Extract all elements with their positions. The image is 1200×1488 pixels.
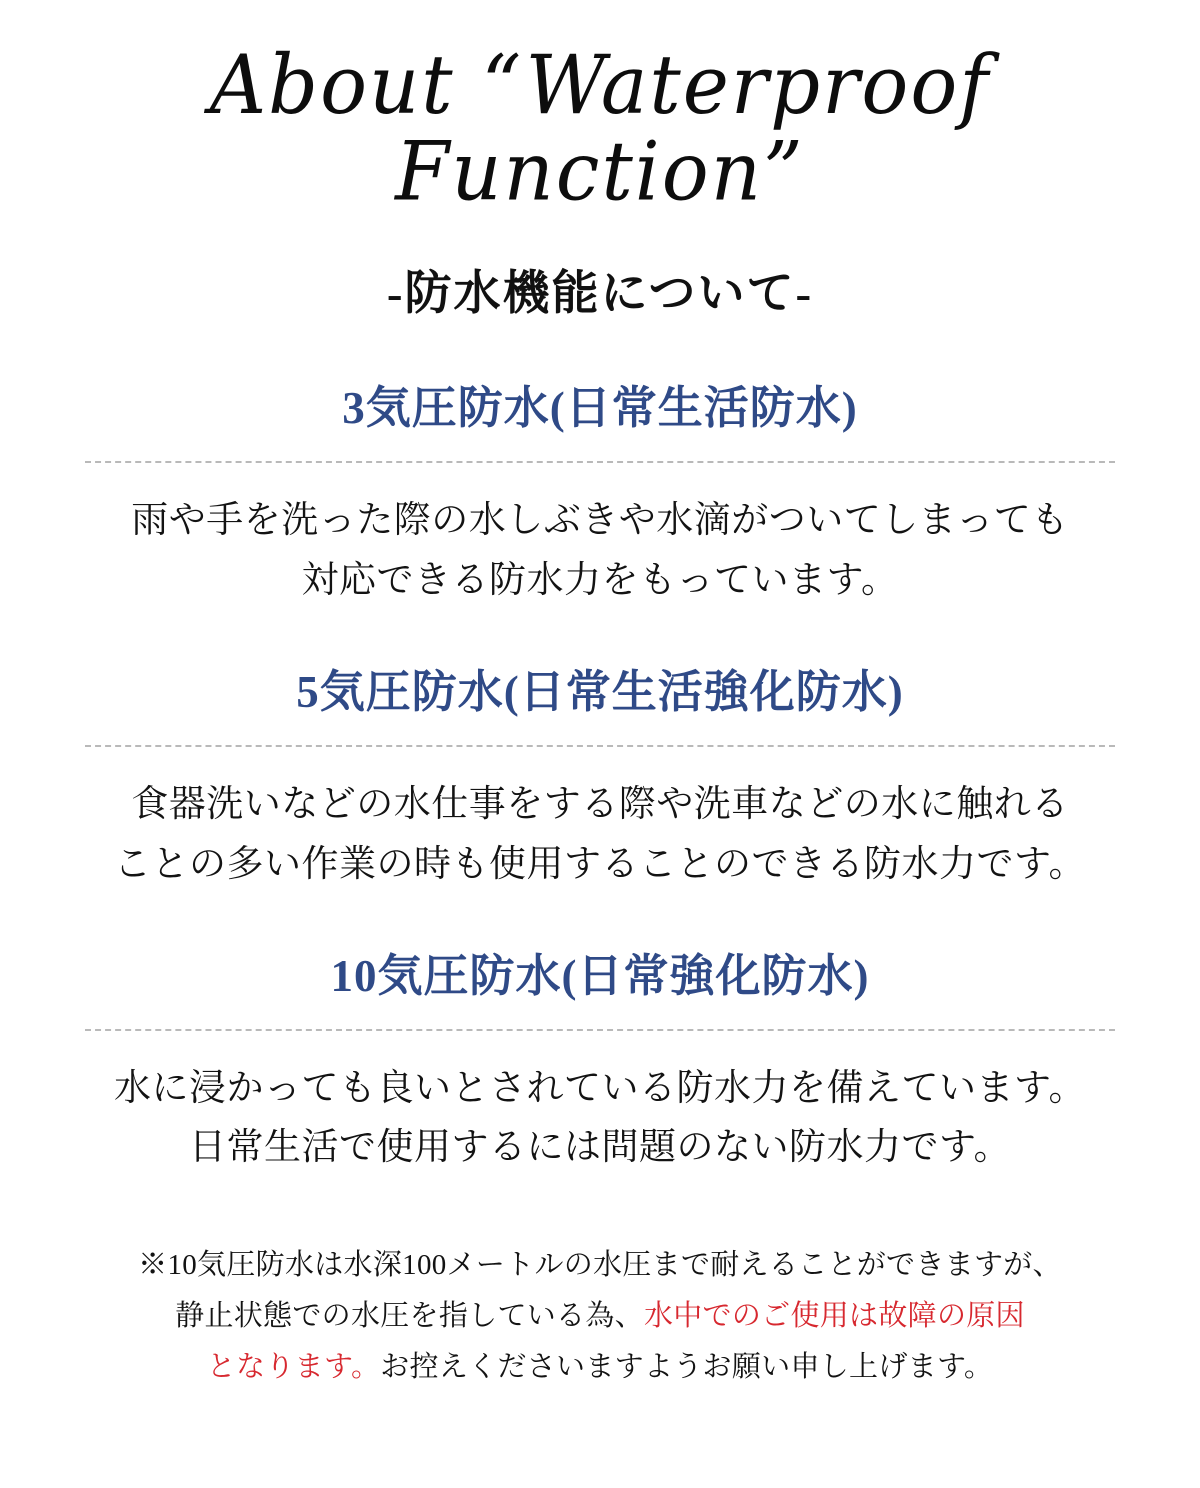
section-body (0, 775, 1200, 895)
footnote (0, 1240, 1200, 1392)
section-body-line: 雨や手を洗った際の水しぶきや水滴がついてしまっても (131, 499, 1069, 541)
section-divider (85, 745, 1115, 747)
section-heading: 3気圧防水(日常生活防水) (342, 382, 858, 433)
footnote-line-3-plain: お控えくださいますようお願い申し上げます。 (380, 1350, 994, 1383)
section-body-line: 日常生活で使用するには問題のない防水力です。 (188, 1127, 1012, 1169)
section-body-line: 水に浸かっても良いとされている防水力を備えています。 (113, 1067, 1087, 1109)
page-title-script: About “Waterproof Function” (209, 38, 991, 220)
section-body-line: 対応できる防水力をもっています。 (301, 559, 899, 601)
page-title-japanese: -防水機能について- (386, 267, 814, 320)
footnote-line-3-alert: となります。 (206, 1350, 381, 1383)
section-3atm (0, 381, 1200, 611)
waterproof-info-page (0, 38, 1200, 1488)
footnote-line-2-alert: 水中でのご使用は故障の原因 (643, 1300, 1025, 1333)
footnote-line-2-plain: 静止状態での水圧を指している為、 (175, 1300, 644, 1333)
section-10atm (0, 949, 1200, 1179)
section-heading: 5気圧防水(日常生活強化防水) (296, 666, 904, 717)
section-divider (85, 1029, 1115, 1031)
section-body (0, 491, 1200, 611)
section-5atm (0, 665, 1200, 895)
section-body-line: ことの多い作業の時も使用することのできる防水力です。 (113, 843, 1087, 885)
section-heading: 10気圧防水(日常強化防水) (330, 950, 870, 1001)
section-body (0, 1059, 1200, 1179)
section-body-line: 食器洗いなどの水仕事をする際や洗車などの水に触れる (131, 783, 1069, 825)
section-divider (85, 461, 1115, 463)
footnote-line-3 (0, 1342, 1200, 1393)
footnote-line-2 (0, 1291, 1200, 1342)
footnote-line-1: ※10気圧防水は水深100メートルの水圧まで耐えることができますが、 (138, 1249, 1062, 1282)
